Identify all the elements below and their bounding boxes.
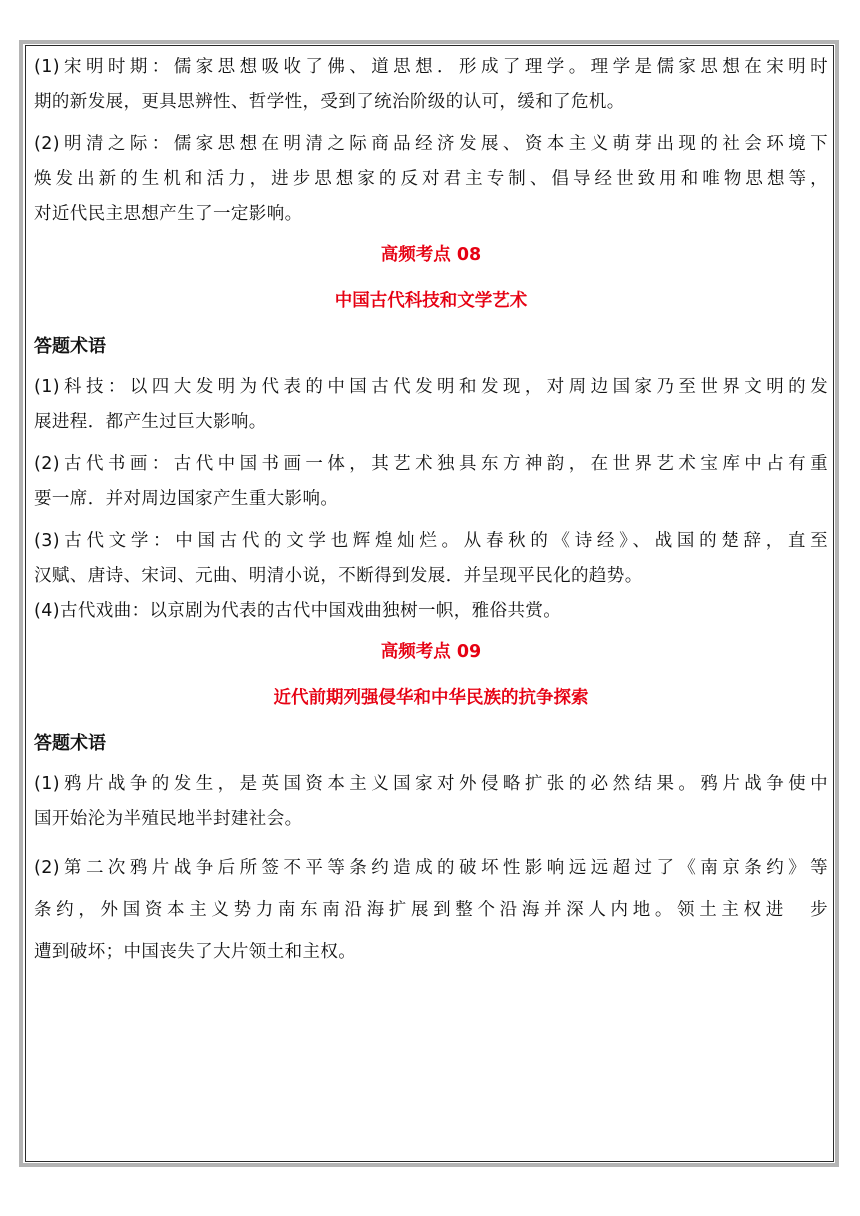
text-line: 展进程．都产生过巨大影响。	[34, 412, 267, 432]
paragraph	[34, 851, 828, 970]
paragraph	[34, 767, 828, 837]
term-heading: 答题术语	[34, 336, 106, 357]
paragraph	[34, 127, 828, 232]
text-line: (3)古代文学：中国古代的文学也辉煌灿烂。从春秋的《诗经》、战国的楚辞，直至	[34, 531, 828, 551]
section-title: 近代前期列强侵华和中华民族的抗争探索	[273, 688, 589, 708]
paragraph	[34, 524, 828, 594]
text-line: 汉赋、唐诗、宋词、元曲、明清小说，不断得到发展．并呈现平民化的趋势。	[34, 566, 643, 586]
paragraph	[34, 447, 828, 517]
text-line: (2)第二次鸦片战争后所签不平等条约造成的破坏性影响远远超过了《南京条约》等	[34, 858, 828, 878]
text-line: (1)鸦片战争的发生，是英国资本主义国家对外侵略扩张的必然结果。鸦片战争使中	[34, 774, 828, 794]
section-title: 中国古代科技和文学艺术	[334, 291, 528, 311]
text-line: 对近代民主思想产生了一定影响。	[34, 204, 303, 224]
paragraph	[34, 594, 828, 629]
text-line: (1)科技：以四大发明为代表的中国古代发明和发现，对周边国家乃至世界文明的发	[34, 377, 828, 397]
text-line: 国开始沦为半殖民地半封建社会。	[34, 809, 303, 829]
term-heading: 答题术语	[34, 733, 106, 754]
text-line: 要一席．并对周边国家产生重大影响。	[34, 489, 339, 509]
text-line: 遭到破坏；中国丧失了大片领土和主权。	[34, 942, 357, 962]
text-line: 条约，外国资本主义势力南东南沿海扩展到整个沿海并深人内地。领土主权进 步	[34, 900, 828, 920]
text-line: 焕发出新的生机和活力，进步思想家的反对君主专制、倡导经世致用和唯物思想等，	[34, 169, 828, 189]
kaodian-label: 高频考点 08	[380, 245, 482, 265]
paragraph	[34, 50, 828, 120]
document-content	[34, 50, 828, 970]
text-line: (4)古代戏曲：以京剧为代表的古代中国戏曲独树一帜，雅俗共赏。	[34, 601, 562, 621]
text-line: (1)宋明时期：儒家思想吸收了佛、道思想．形成了理学。理学是儒家思想在宋明时	[34, 57, 828, 77]
text-line: 期的新发展，更具思辨性、哲学性，受到了统治阶级的认可，缓和了危机。	[34, 92, 625, 112]
paragraph	[34, 370, 828, 440]
text-line: (2)明清之际：儒家思想在明清之际商品经济发展、资本主义萌芽出现的社会环境下	[34, 134, 828, 154]
kaodian-label: 高频考点 09	[380, 642, 482, 662]
text-line: (2)古代书画：古代中国书画一体，其艺术独具东方神韵，在世界艺术宝库中占有重	[34, 454, 828, 474]
